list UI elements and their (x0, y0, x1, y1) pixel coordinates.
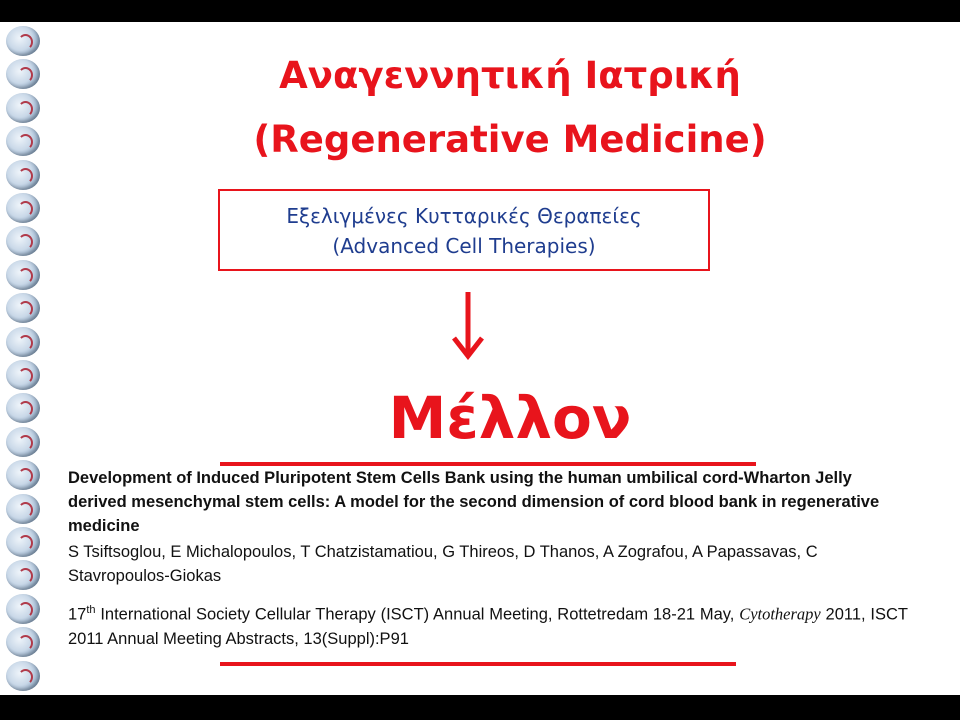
reference-authors: S Tsiftsoglou, E Michalopoulos, T Chatzistamatiou, G Thireos, D Thanos, A Zografou, A Papassavas, C Stavropoulos-Giokas (68, 543, 818, 585)
binding-ring-icon (6, 126, 40, 156)
binding-ring-icon (6, 327, 40, 357)
meeting-number: 17 (68, 605, 87, 624)
reference-citation (68, 598, 908, 651)
slide (0, 22, 960, 695)
journal-name: Cytotherapy (739, 604, 821, 624)
binding-ring-icon (6, 661, 40, 691)
meeting-text: International Society Cellular Therapy (ISCT) Annual Meeting, Rottetredam 18-21 May, (95, 605, 740, 624)
binding-ring-icon (6, 293, 40, 323)
binding-ring-icon (6, 393, 40, 423)
slide-title-greek: Αναγεννητική Ιατρική (279, 54, 741, 97)
future-heading: Μέλλον (388, 384, 632, 452)
binding-ring-icon (6, 494, 40, 524)
journal-details: 2011, ISCT 2011 Annual Meeting Abstracts, 13(Suppl):P91 (68, 605, 908, 648)
binding-ring-icon (6, 460, 40, 490)
binding-ring-icon (6, 193, 40, 223)
binding-ring-icon (6, 260, 40, 290)
binding-ring-icon (6, 427, 40, 457)
meeting-ordinal: th (86, 604, 96, 616)
binding-ring-icon (6, 26, 40, 56)
box-line-english: (Advanced Cell Therapies) (332, 234, 596, 258)
binding-ring-icon (6, 226, 40, 256)
spiral-binding (2, 22, 46, 695)
binding-ring-icon (6, 360, 40, 390)
down-arrow-icon (448, 290, 488, 360)
binding-ring-icon (6, 560, 40, 590)
advanced-cell-therapies-box (218, 189, 710, 271)
binding-ring-icon (6, 93, 40, 123)
divider-bottom (220, 662, 736, 666)
slide-title-english: (Regenerative Medicine) (253, 118, 767, 161)
binding-ring-icon (6, 160, 40, 190)
binding-ring-icon (6, 59, 40, 89)
box-line-greek: Εξελιγμένες Κυτταρικές Θεραπείες (286, 204, 642, 228)
reference-title: Development of Induced Pluripotent Stem Cells Bank using the human umbilical cord-Wharton Jelly derived mesenchymal stem cells: A model for the second dimension of cord blood bank in regenerative medicine (68, 469, 880, 535)
binding-ring-icon (6, 527, 40, 557)
binding-ring-icon (6, 594, 40, 624)
publication-reference (68, 466, 908, 651)
binding-ring-icon (6, 627, 40, 657)
